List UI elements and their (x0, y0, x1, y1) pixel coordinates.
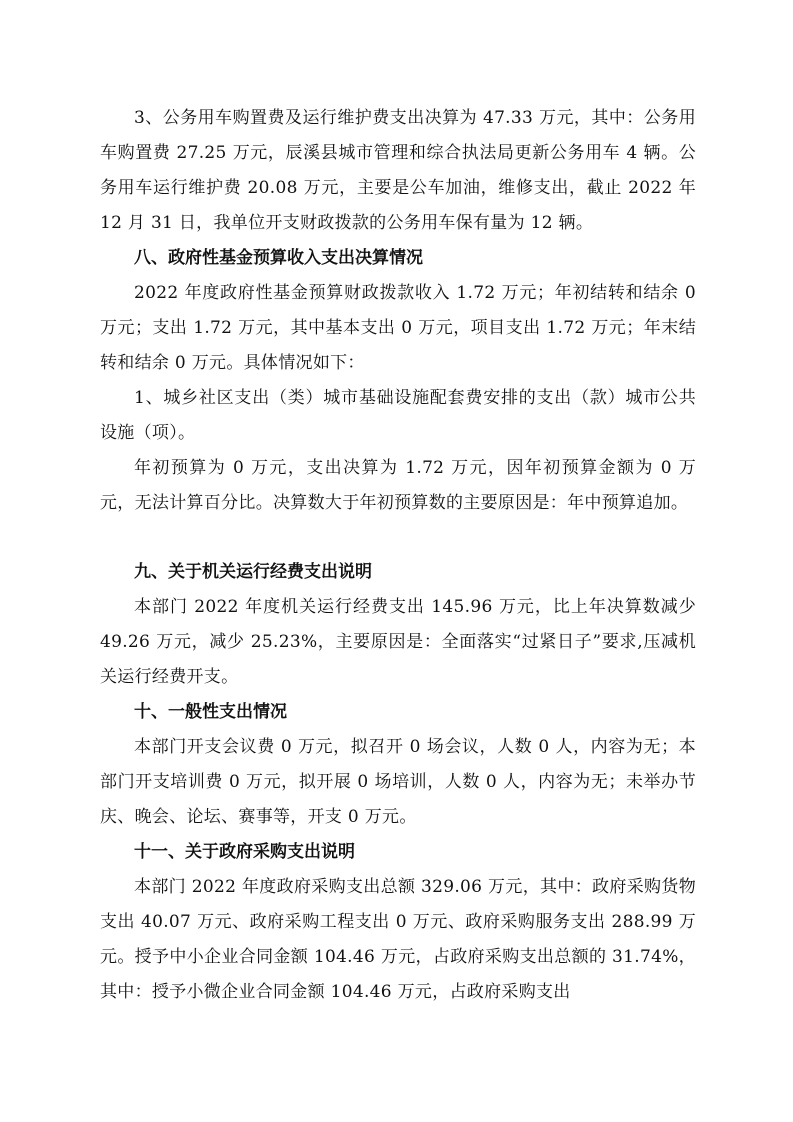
paragraph-vehicle-expenses: 3、公务用车购置费及运行维护费支出决算为 47.33 万元，其中：公务用车购置费 27.25 万元，辰溪县城市管理和综合执法局更新公务用车 4 辆。公务用车运行维护费 20.08 万元，主要是公车加油，维修支出，截止 2022 年 12 月 31 日，我单位开支财政拨款的公务用车保有量为 12 辆。 (100, 108, 696, 233)
paragraph-fund-budget: 2022 年度政府性基金预算财政拨款收入 1.72 万元；年初结转和结余 0 万元；支出 1.72 万元，其中基本支出 0 万元，项目支出 1.72 万元；年末结转和结余 0 万元。具体情况如下： (100, 283, 696, 373)
section-heading-11: 十一、关于政府采购支出说明 (134, 842, 355, 862)
section-heading-8: 八、政府性基金预算收入支出决算情况 (134, 248, 423, 268)
section-heading-9: 九、关于机关运行经费支出说明 (134, 562, 372, 582)
paragraph-operating-costs: 本部门 2022 年度机关运行经费支出 145.96 万元，比上年决算数减少 49.26 万元，减少 25.23%，主要原因是：全面落实“过紧日子”要求,压减机关运行经费开支。 (100, 597, 696, 687)
section-heading-10: 十、一般性支出情况 (134, 702, 287, 722)
paragraph-urban-community: 1、城乡社区支出（类）城市基础设施配套费安排的支出（款）城市公共设施（项）。 (100, 388, 696, 443)
paragraph-general-expenses: 本部门开支会议费 0 万元，拟召开 0 场会议，人数 0 人，内容为无；本部门开支培训费 0 万元，拟开展 0 场培训，人数 0 人，内容为无；未举办节庆、晚会、论坛、赛事等，开支 0 万元。 (100, 737, 696, 827)
paragraph-procurement: 本部门 2022 年度政府采购支出总额 329.06 万元，其中：政府采购货物支出 40.07 万元、政府采购工程支出 0 万元、政府采购服务支出 288.99 万元。授予中小企业合同金额 104.46 万元，占政府采购支出总额的 31.74%，其中：授予小微企业合同金额 104.46 万元，占政府采购支出 (100, 877, 696, 1002)
paragraph-annual-budget: 年初预算为 0 万元，支出决算为 1.72 万元，因年初预算金额为 0 万元，无法计算百分比。决算数大于年初预算数的主要原因是：年中预算追加。 (100, 458, 696, 513)
